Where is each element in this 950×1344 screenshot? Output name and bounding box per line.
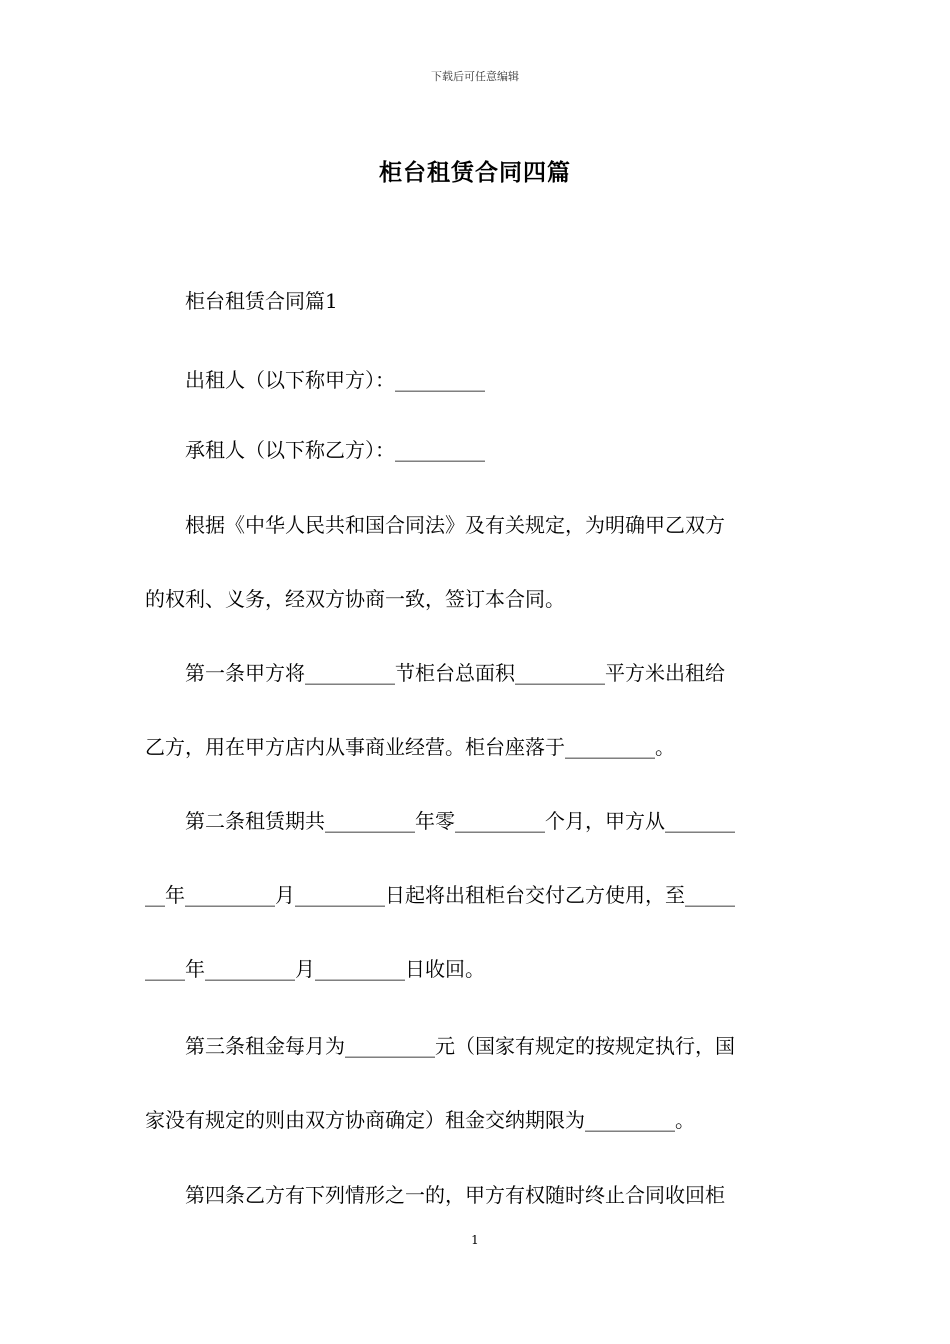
- page-number: 1: [471, 1233, 479, 1247]
- paragraph-line: 柜台租赁合同篇1: [145, 289, 338, 313]
- paragraph-line: 根据《中华人民共和国合同法》及有关规定，为明确甲乙双方: [145, 513, 725, 537]
- paragraph-line: 承租人（以下称乙方）：_________: [145, 438, 485, 462]
- header-note: 下载后可任意编辑: [431, 70, 519, 83]
- paragraph-line: 乙方，用在甲方店内从事商业经营。柜台座落于_________。: [145, 735, 675, 759]
- paragraph-line: ____年_________月_________日收回。: [145, 957, 485, 981]
- paragraph-line: 第四条乙方有下列情形之一的，甲方有权随时终止合同收回柜: [145, 1183, 725, 1207]
- paragraph-line: 的权利、义务，经双方协商一致，签订本合同。: [145, 587, 565, 611]
- document-title: 柜台租赁合同四篇: [379, 159, 571, 186]
- paragraph-line: 家没有规定的则由双方协商确定）租金交纳期限为_________。: [145, 1108, 695, 1132]
- paragraph-line: 第三条租金每月为_________元（国家有规定的按规定执行，国: [145, 1034, 735, 1058]
- paragraph-line: 第一条甲方将_________节柜台总面积_________平方米出租给: [145, 661, 725, 685]
- paragraph-line: 出租人（以下称甲方）：_________: [145, 368, 485, 392]
- paragraph-line: __年_________月_________日起将出租柜台交付乙方使用，至_____: [145, 883, 735, 907]
- paragraph-line: 第二条租赁期共_________年零_________个月，甲方从_______: [145, 809, 735, 833]
